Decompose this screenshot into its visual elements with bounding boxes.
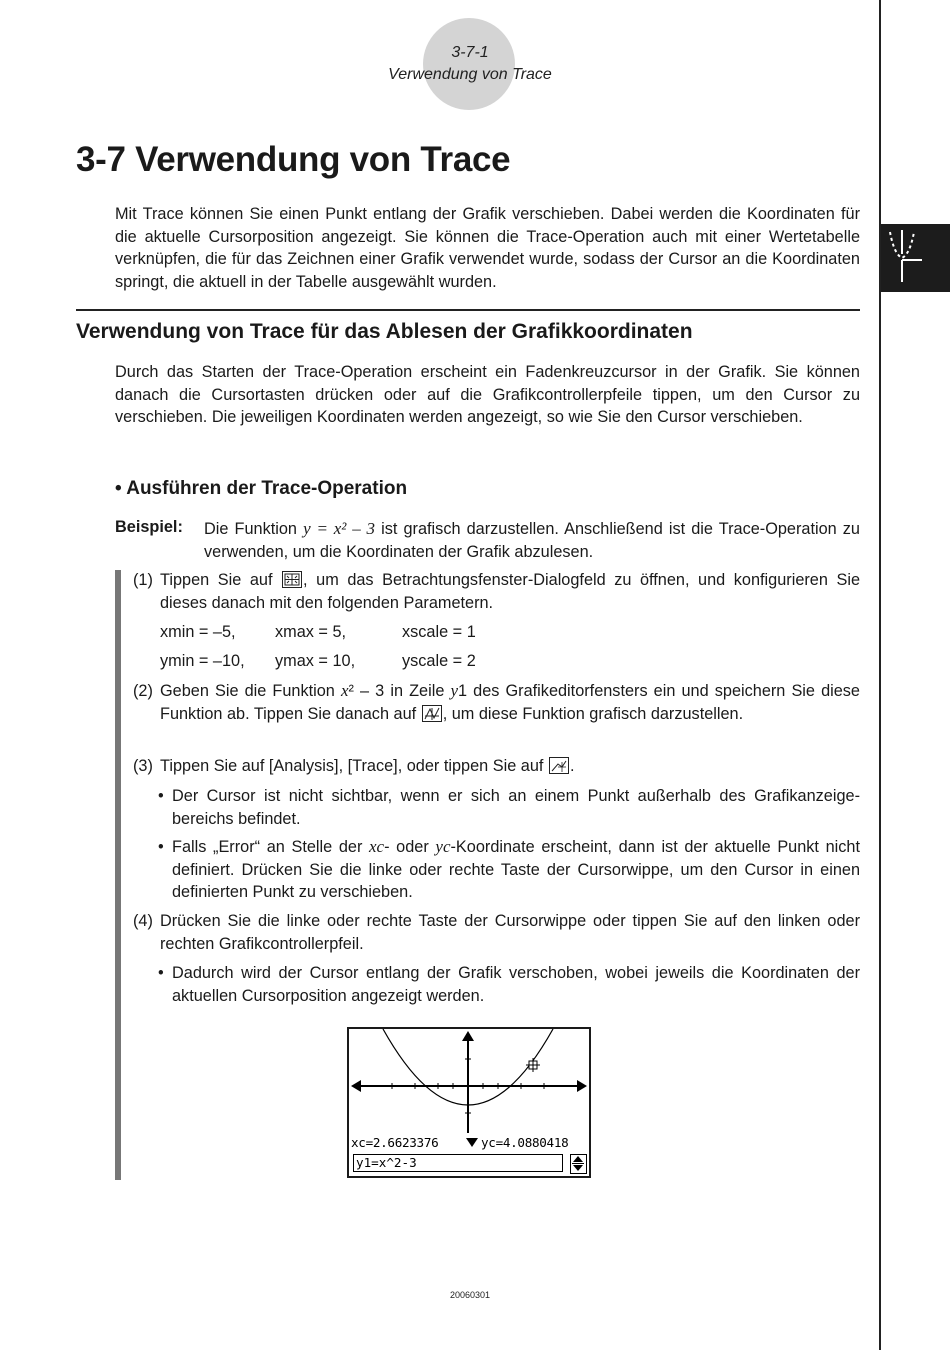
param-xmin: xmin = –5, <box>160 623 236 641</box>
graph-app-icon <box>881 224 950 292</box>
section-title: Verwendung von Trace für das Ablesen der Grafikkoordinaten <box>76 320 693 343</box>
graph-draw-icon <box>422 705 442 722</box>
running-title: Verwendung von Trace <box>388 66 552 83</box>
step-number: (3) <box>133 757 153 775</box>
section-divider <box>76 309 860 311</box>
function-input[interactable]: y1=x^2-3 <box>353 1154 563 1172</box>
step-number: (2) <box>133 682 153 700</box>
left-arrow <box>351 1080 361 1092</box>
right-arrow <box>577 1080 587 1092</box>
section-body: Durch das Starten der Trace-Operation erscheint ein Fadenkreuzcursor in der Grafik. Sie können danach die Cursortasten drücken oder auf die Grafikcontrollerpfeile tippen, um den Cursor zu verschieben. Die jeweiligen Koordinaten werden angezeigt, so wie Sie den Cursor verschieben. <box>115 363 860 427</box>
yc-value: yc=4.0880418 <box>481 1135 569 1150</box>
coordinate-readout <box>351 1135 591 1151</box>
param-ymin: ymin = –10, <box>160 652 245 670</box>
side-rule <box>879 0 881 1350</box>
calculator-screen <box>347 1027 591 1178</box>
step-2: (2) Geben Sie die Funktion x² – 3 in Zeile y1 des Grafikeditorfensters ein und speichern Sie diese Funktion ab. Tippen Sie danach auf , um diese Funktion grafisch darzustellen. <box>133 681 860 723</box>
step-3: (3) Tippen Sie auf [Analysis], [Trace], oder tippen Sie auf . <box>133 755 860 778</box>
trace-cursor <box>526 1058 540 1072</box>
subsection-title-text: Ausführen der Trace-Operation <box>126 478 408 499</box>
param-ymax: ymax = 10, <box>275 652 356 670</box>
chapter-tab <box>881 224 950 292</box>
example-text: Die Funktion y = x² – 3 ist grafisch darzustellen. Anschließend ist die Trace-Operation zu verwenden, um die Koordinaten der Grafik abzulesen. <box>204 519 860 561</box>
intro-paragraph: Mit Trace können Sie einen Punkt entlang der Grafik verschieben. Dabei werden die Koordinaten für die aktuelle Cursorposition angezeigt. Sie können die Trace-Operation auch mit einer Wertetabelle verknüpfen, die für das Zeichnen einer Grafik verwendet wurde, sodass der Cursor an die Koordinaten springt, die aktuell in der Tabelle ausgewählt wurden. <box>115 205 860 291</box>
subsection-title <box>115 478 407 500</box>
chapter-title: 3-7 Verwendung von Trace <box>76 140 511 179</box>
param-yscale: yscale = 2 <box>402 652 476 670</box>
up-down-arrows-icon <box>571 1155 585 1172</box>
param-xscale: xscale = 1 <box>402 623 476 641</box>
steps-sidebar-bar <box>115 570 121 1180</box>
step-3-note-1: • Der Cursor ist nicht sichtbar, wenn er sich an einem Punkt außerhalb des Grafikanzeige-bereichs befindet. <box>158 787 860 828</box>
down-triangle-icon <box>466 1138 478 1147</box>
view-window-icon <box>282 571 302 588</box>
subsection-bullet: • <box>115 478 122 499</box>
step-3-note-2: • Falls „Error“ an Stelle der xc- oder yc-Koordinate erscheint, dann ist der aktuelle Punkt nicht definiert. Drücken Sie die linke oder rechte Taste der Cursorwippe, um den Cursor in einen definierten Punkt zu verschieben. <box>158 837 860 902</box>
example-label: Beispiel: <box>115 518 183 536</box>
step-4: (4) Drücken Sie die linke oder rechte Taste der Cursorwippe oder tippen Sie auf den linken oder rechten Grafikcontrollerpfeil. <box>133 912 860 953</box>
scroll-arrows[interactable] <box>570 1154 587 1174</box>
step-1: (1) Tippen Sie auf , um das Betrachtungsfenster-Dialogfeld zu öffnen, und konfigurieren Sie dieses danach mit den folgenden Parametern. <box>133 571 860 612</box>
page-number: 3-7-1 <box>451 44 489 61</box>
step-number: (1) <box>133 571 153 589</box>
up-arrow <box>462 1031 474 1041</box>
example-formula: y = x² – 3 <box>303 519 376 538</box>
xc-value: xc=2.6623376 <box>351 1135 439 1150</box>
footer-code: 20060301 <box>449 1290 491 1300</box>
trace-icon <box>549 757 569 774</box>
step-number: (4) <box>133 912 153 930</box>
header-circle <box>423 18 515 110</box>
param-xmax: xmax = 5, <box>275 623 347 641</box>
step-4-note: • Dadurch wird der Cursor entlang der Grafik verschoben, wobei jeweils die Koordinaten der aktuellen Cursorposition angezeigt werden. <box>158 964 860 1005</box>
